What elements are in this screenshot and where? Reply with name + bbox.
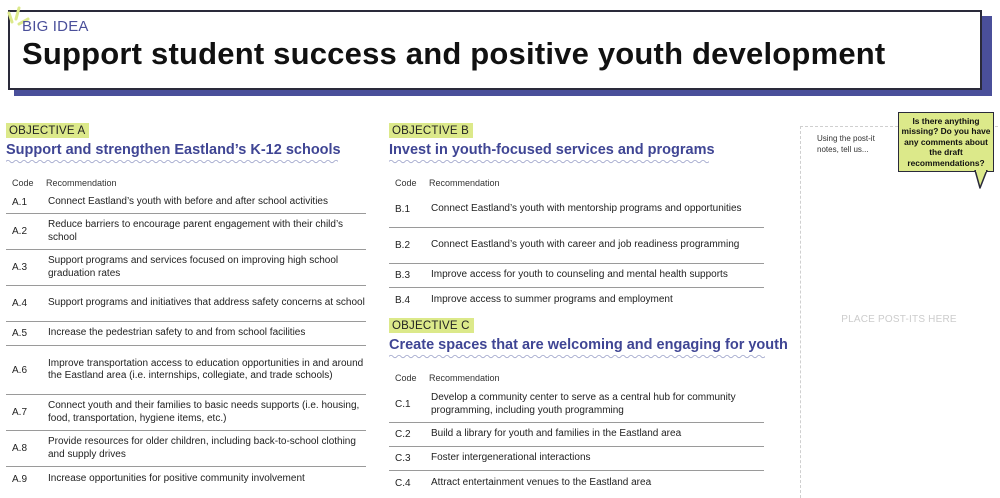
row-recommendation: Attract entertainment venues to the Eastland area bbox=[431, 476, 652, 488]
row-recommendation: Build a library for youth and families in the Eastland area bbox=[431, 428, 682, 440]
row-recommendation: Improve access for youth to counseling and mental health supports bbox=[431, 269, 728, 281]
table-row bbox=[6, 250, 366, 286]
row-code: C.3 bbox=[395, 453, 411, 464]
speech-tail-icon bbox=[974, 170, 988, 190]
row-recommendation: Connect Eastland’s youth with mentorship programs and opportunities bbox=[431, 203, 742, 215]
question-bubble: Is there anything missing? Do you have any comments about the draft recommendations? bbox=[898, 112, 994, 172]
post-it-prompt: Using the post-it notes, tell us... bbox=[817, 134, 875, 154]
row-recommendation: Connect Eastland’s youth with before and after school activities bbox=[48, 196, 328, 208]
row-recommendation: Reduce barriers to encourage parent engagement with their child’s school bbox=[48, 219, 343, 243]
objective-c-title-text: Create spaces that are welcoming and engaging for youth bbox=[389, 337, 788, 353]
row-code: A.2 bbox=[12, 226, 28, 237]
objective-c-section bbox=[389, 316, 788, 495]
row-recommendation: Connect youth and their families to basic needs supports (i.e. housing, food, transportation, hygiene items, etc.) bbox=[48, 400, 360, 424]
table-row bbox=[6, 322, 366, 346]
row-code: C.4 bbox=[395, 477, 411, 489]
row-code: A.3 bbox=[12, 262, 28, 273]
table-row bbox=[6, 395, 366, 431]
recommendation-header: Recommendation bbox=[429, 373, 500, 383]
table-row bbox=[6, 467, 366, 491]
wavy-underline bbox=[6, 159, 338, 164]
row-recommendation: Support programs and services focused on improving high school graduation rates bbox=[48, 255, 339, 279]
page-title: Support student success and positive youth development bbox=[22, 36, 886, 71]
row-code: A.7 bbox=[12, 407, 28, 418]
table-row bbox=[6, 346, 366, 395]
big-idea-label: BIG IDEA bbox=[22, 18, 89, 35]
row-code: A.4 bbox=[12, 298, 28, 309]
code-header: Code bbox=[12, 178, 34, 188]
row-code: B.1 bbox=[395, 204, 411, 215]
row-code: B.3 bbox=[395, 270, 411, 281]
row-recommendation: Increase opportunities for positive community involvement bbox=[48, 472, 305, 484]
row-code: A.8 bbox=[12, 443, 28, 454]
table-row bbox=[6, 214, 366, 250]
objective-c-column-header bbox=[389, 373, 764, 387]
objective-b-title bbox=[389, 142, 764, 169]
row-code: C.1 bbox=[395, 399, 411, 410]
row-recommendation: Foster intergenerational interactions bbox=[431, 452, 591, 464]
row-recommendation: Connect Eastland’s youth with career and job readiness programming bbox=[431, 239, 740, 251]
table-row bbox=[389, 447, 764, 471]
code-header: Code bbox=[395, 373, 417, 383]
row-recommendation: Develop a community center to serve as a central hub for community programming, including youth programming bbox=[431, 392, 736, 416]
row-code: B.2 bbox=[395, 240, 411, 251]
objective-a-title-text: Support and strengthen Eastland’s K-12 schools bbox=[6, 142, 341, 158]
table-row bbox=[6, 431, 366, 467]
row-recommendation: Improve access to summer programs and employment bbox=[431, 293, 673, 305]
objective-a-tag: OBJECTIVE A bbox=[6, 123, 89, 138]
table-row bbox=[389, 471, 764, 495]
objective-b-section bbox=[389, 121, 764, 312]
row-recommendation: Improve transportation access to education opportunities in and around the Eastland area (i.e. internships, collegiate, and trade schools) bbox=[48, 357, 364, 381]
objective-b-column-header bbox=[389, 178, 764, 192]
row-recommendation: Increase the pedestrian safety to and from school facilities bbox=[48, 327, 306, 339]
row-code: B.4 bbox=[395, 294, 411, 306]
table-row bbox=[389, 288, 764, 312]
row-code: C.2 bbox=[395, 429, 411, 440]
place-post-its-label: PLACE POST-ITS HERE bbox=[841, 314, 957, 325]
row-recommendation: Support programs and initiatives that address safety concerns at school bbox=[48, 297, 365, 309]
code-header: Code bbox=[395, 178, 417, 188]
wavy-underline bbox=[389, 354, 765, 359]
wavy-underline bbox=[389, 159, 709, 164]
table-row bbox=[389, 264, 764, 288]
table-row bbox=[6, 286, 366, 322]
objective-c-title bbox=[389, 337, 788, 364]
row-code: A.6 bbox=[12, 364, 28, 376]
table-row bbox=[6, 192, 366, 214]
row-code: A.5 bbox=[12, 328, 28, 339]
recommendation-header: Recommendation bbox=[429, 178, 500, 188]
objective-b-tag: OBJECTIVE B bbox=[389, 123, 473, 138]
row-code: A.1 bbox=[12, 197, 28, 208]
table-row bbox=[389, 228, 764, 264]
objective-a-title bbox=[6, 142, 366, 169]
objective-a-column-header bbox=[6, 178, 366, 192]
table-row bbox=[389, 387, 764, 423]
row-code: A.9 bbox=[12, 473, 28, 485]
row-recommendation: Provide resources for older children, including back-to-school clothing and supply drives bbox=[48, 436, 356, 460]
objective-c-tag: OBJECTIVE C bbox=[389, 318, 474, 333]
table-row bbox=[389, 192, 764, 228]
objective-b-title-text: Invest in youth-focused services and programs bbox=[389, 142, 715, 158]
table-row bbox=[389, 423, 764, 447]
post-it-drop-zone[interactable] bbox=[800, 126, 998, 498]
objective-a-section bbox=[6, 121, 366, 491]
recommendation-header: Recommendation bbox=[46, 178, 117, 188]
